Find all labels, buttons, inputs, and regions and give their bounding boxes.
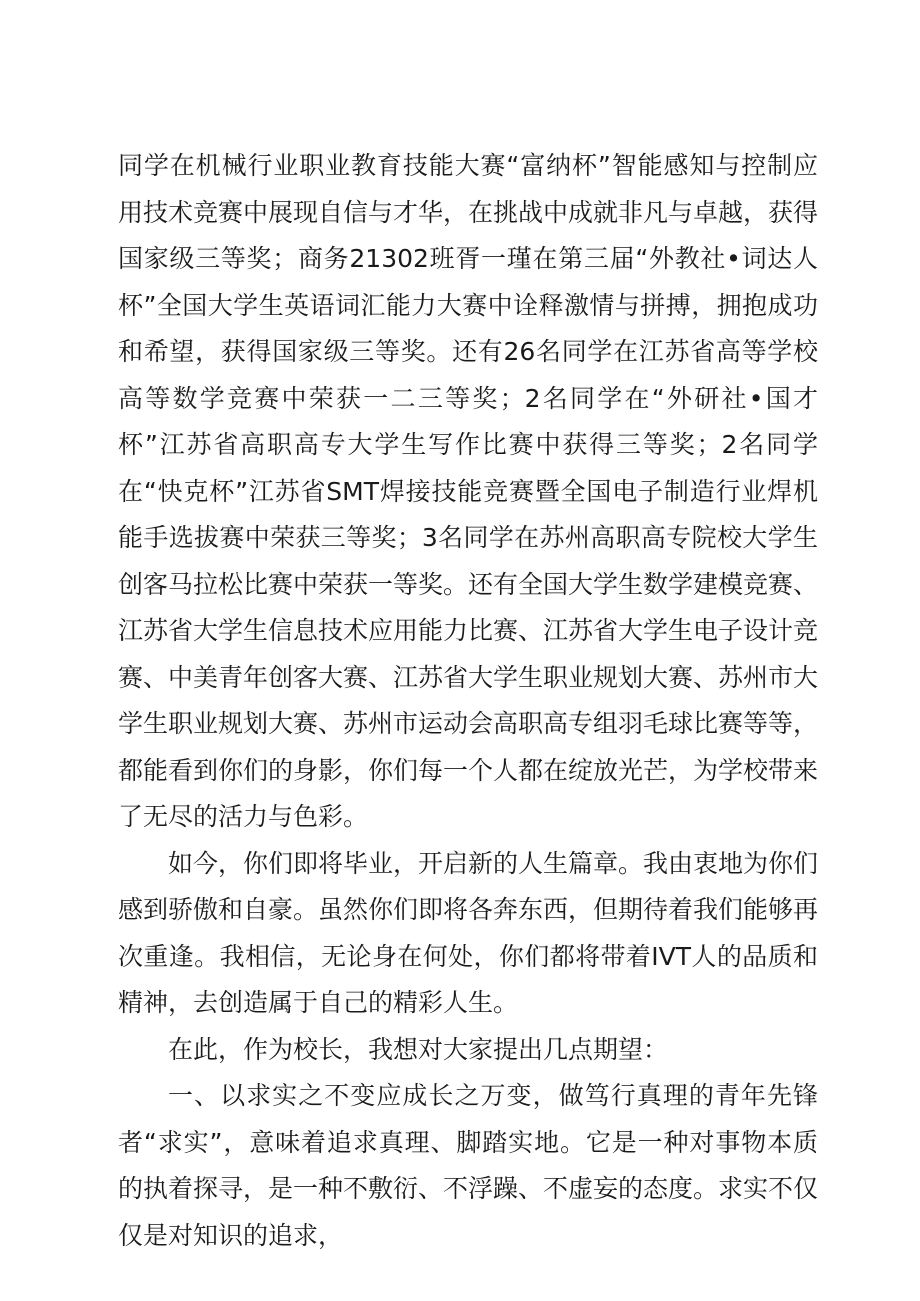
paragraph-graduation: 如今，你们即将毕业，开启新的人生篇章。我由衷地为你们感到骄傲和自豪。虽然你们即将各奔东西，但期待着我们能够再次重逢。我相信，无论身在何处，你们都将带着IVT人的品质和精神，去创造属于自己的精彩人生。 xyxy=(118,848,819,1017)
body-text xyxy=(118,143,818,1259)
paragraph-expectations-intro: 在此，作为校长，我想对大家提出几点期望： xyxy=(168,1034,669,1064)
paragraph-achievements: 同学在机械行业职业教育技能大赛“富纳杯”智能感知与控制应用技术竞赛中展现自信与才华，在挑战中成就非凡与卓越，获得国家级三等奖；商务21302班胥一瑾在第三届“外教社•词达人杯”全国大学生英语词汇能力大赛中诠释激情与拼搏，拥抱成功和希望，获得国家级三等奖。还有26名同学在江苏省高等学校高等数学竞赛中荣获一二三等奖；2名同学在“外研社•国才杯”江苏省高职高专大学生写作比赛中获得三等奖；2名同学在“快克杯”江苏省SMT焊接技能竞赛暨全国电子制造行业焊机能手选拔赛中荣获三等奖；3名同学在苏州高职高专院校大学生创客马拉松比赛中荣获一等奖。还有全国大学生数学建模竞赛、江苏省大学生信息技术应用能力比赛、江苏省大学生电子设计竞赛、中美青年创客大赛、江苏省大学生职业规划大赛、苏州市大学生职业规划大赛、苏州市运动会高职高专组羽毛球比赛等等，都能看到你们的身影，你们每一个人都在绽放光芒，为学校带来了无尽的活力与色彩。 xyxy=(118,151,819,831)
paragraph-point-one: 一、以求实之不变应成长之万变，做笃行真理的青年先锋者“求实”，意味着追求真理、脚踏实地。它是一种对事物本质的执着探寻，是一种不敷衍、不浮躁、不虚妄的态度。求实不仅仅是对知识的追求， xyxy=(118,1081,819,1250)
